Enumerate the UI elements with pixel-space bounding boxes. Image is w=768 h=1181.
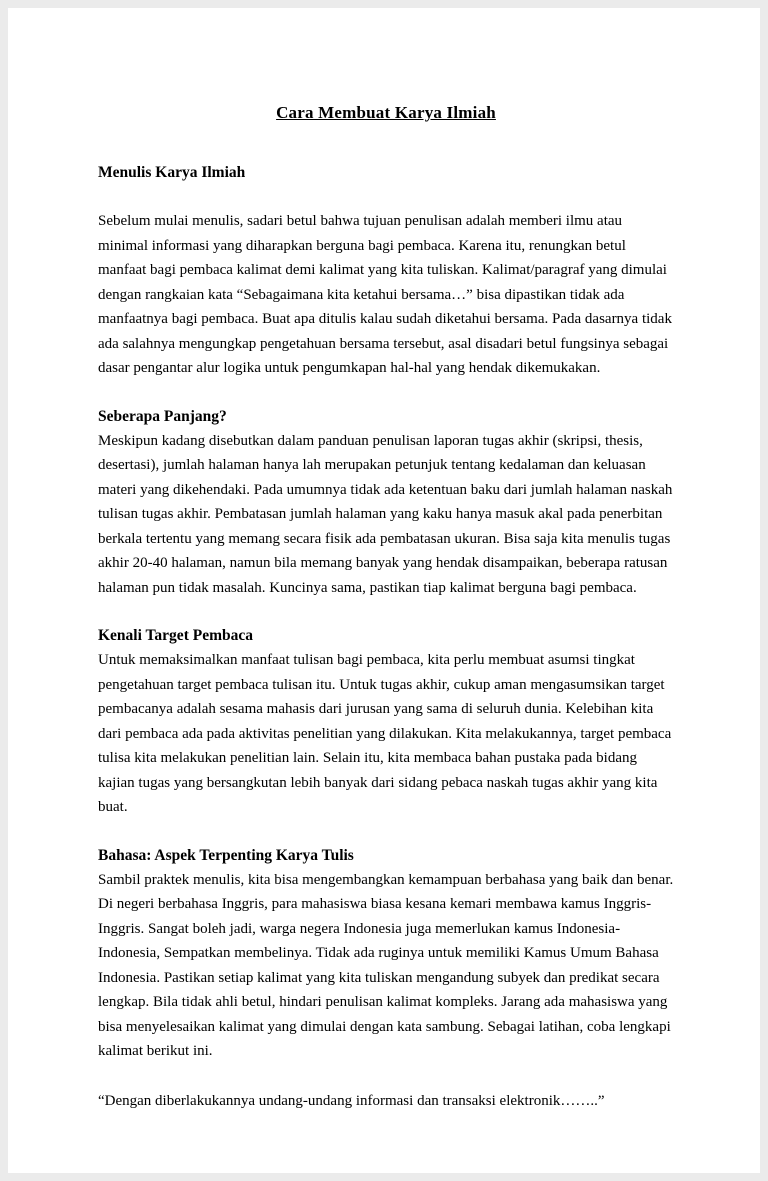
section-body-menulis-karya-ilmiah: Sebelum mulai menulis, sadari betul bahwa tujuan penulisan adalah memberi ilmu atau minimal informasi yang diharapkan berguna bagi pembaca. Karena itu, renungkan betul manfaat bagi pembaca kalimat demi kalimat yang kita tuliskan. Kalimat/paragraf yang dimulai dengan rangkaian kata “Sebagaimana kita ketahui bersama…” bisa dipastikan tidak ada manfaatnya bagi pembaca. Buat apa ditulis kalau sudah diketahui bersama. Pada dasarnya tidak ada salahnya mengungkap pengetahuan bersama tersebut, asal disadari betul fungsinya sebagai dasar pengantar alur logika untuk pengumkapan hal-hal yang hendak dikemukakan. xyxy=(98,213,672,376)
closing-quote: “Dengan diberlakukannya undang-undang informasi dan transaksi elektronik……..” xyxy=(98,1092,605,1109)
section-heading-seberapa-panjang: Seberapa Panjang? xyxy=(98,407,227,425)
document-title: Cara Membuat Karya Ilmiah xyxy=(276,103,496,122)
section-heading-bahasa-aspek-terpenting: Bahasa: Aspek Terpenting Karya Tulis xyxy=(98,846,354,864)
document-page xyxy=(8,8,760,1173)
section-heading-kenali-target-pembaca: Kenali Target Pembaca xyxy=(98,627,253,644)
section-body-kenali-target-pembaca: Untuk memaksimalkan manfaat tulisan bagi pembaca, kita perlu membuat asumsi tingkat pengetahuan target pembaca tulisan itu. Untuk tugas akhir, cukup aman mengasumsikan target pembacanya adalah sesama mahasis dari jurusan yang sama di seluruh dunia. Kelebihan kita dari pembaca ada pada aktivitas penelitian yang dilakukan. Kita melakukannya, target pembaca tulisa kita melakukan penelitian lain. Selain itu, kita membaca bahan pustaka pada bidang kajian tugas yang bersangkutan lebih banyak dari sidang pebaca naskah tugas akhir yang kita buat. xyxy=(98,652,672,815)
section-heading-menulis-karya-ilmiah: Menulis Karya Ilmiah xyxy=(98,164,246,181)
section-body-bahasa-aspek-terpenting: Sambil praktek menulis, kita bisa mengembangkan kemampuan berbahasa yang baik dan benar. Di negeri berbahasa Inggris, para mahasiswa biasa kesana kemari membawa kamus Inggris-Inggris. Sangat boleh jadi, warga negera Indonesia juga memerlukan kamus Indonesia-Indonesia, Sempatkan membelinya. Tidak ada ruginya untuk memiliki Kamus Umum Bahasa Indonesia. Pastikan setiap kalimat yang kita tuliskan mengandung subyek dan predikat secara lengkap. Bila tidak ahli betul, hindari penulisan kalimat kompleks. Jarang ada mahasiswa yang bisa menyelesaikan kalimat yang dimulai dengan kata sambung. Sebagai latihan, coba lengkapi kalimat berikut ini. xyxy=(98,871,674,1059)
section-body-seberapa-panjang: Meskipun kadang disebutkan dalam panduan penulisan laporan tugas akhir (skripsi, thesis, desertasi), jumlah halaman hanya lah merupakan petunjuk tentang kedalaman dan keluasan materi yang dikehendaki. Pada umumnya tidak ada ketentuan baku dari jumlah halaman naskah tulisan tugas akhir. Pembatasan jumlah halaman yang kaku hanya masuk akal pada penerbitan berkala tertentu yang memang secara fisik ada pembatasan ukuran. Bisa saja kita menulis tugas akhir 20-40 halaman, namun bila memang banyak yang hendak disampaikan, beberapa ratusan halaman pun tidak masalah. Kuncinya sama, pastikan tiap kalimat berguna bagi pembaca. xyxy=(98,432,673,596)
